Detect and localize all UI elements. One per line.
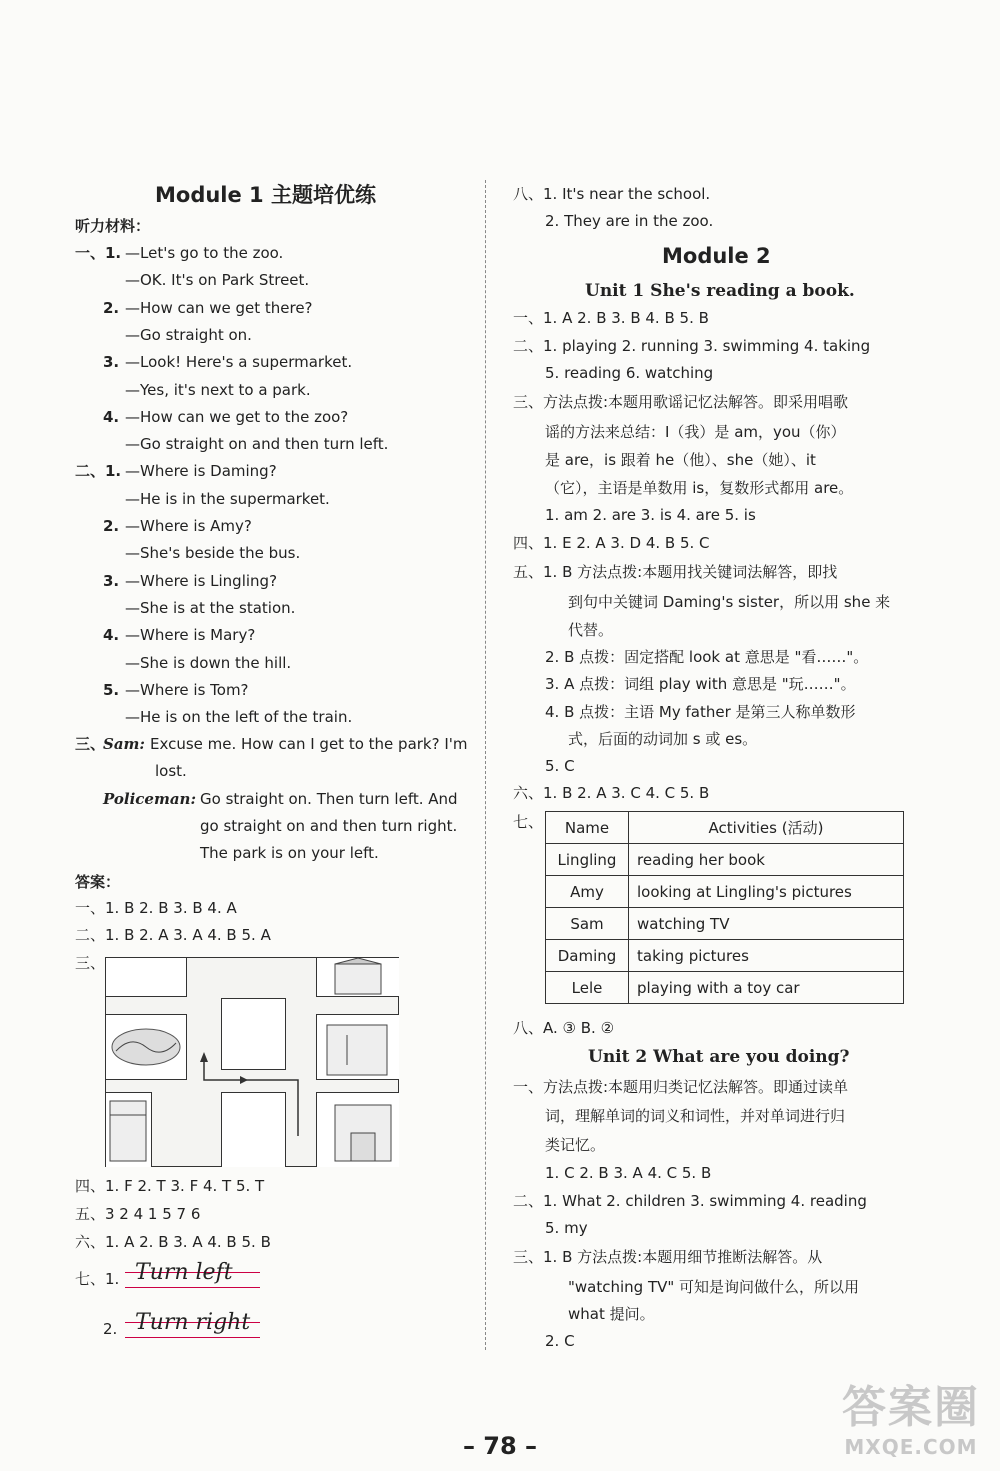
listening-item-number: 一、1. [75,244,122,262]
u1-answer-3e: 1. am 2. are 3. is 4. are 5. is [545,506,756,524]
u1-answer-8: 八、A. ③ B. ② [513,1019,615,1037]
activity-cell: playing with a toy car [629,972,904,1004]
listening-line: —Where is Tom? [125,681,249,699]
u2-answer-1a: 一、方法点拨:本题用归类记忆法解答。即通过读单 [513,1078,849,1096]
u1-answer-2b: 5. reading 6. watching [545,364,714,382]
table-header-cell: Name [546,812,629,844]
watermark-logo [842,1371,980,1459]
speaker-sam: Sam: [103,735,145,753]
u2-answer-3b: "watching TV" 可知是询问做什么，所以用 [568,1278,860,1296]
handwritten-answer-1: Turn left [135,1260,233,1285]
listening-line: —Where is Mary? [125,626,256,644]
name-cell: Sam [546,908,629,940]
answer-5: 五、3 2 4 1 5 7 6 [75,1205,201,1223]
table-row [546,972,904,1004]
name-cell: Amy [546,876,629,908]
route-arrow-icon [106,958,398,1166]
u1-answer-4: 四、1. E 2. A 3. D 4. B 5. C [513,534,710,552]
listening-item-number: 2. [103,299,120,317]
u1-answer-7-number: 七、 [513,813,544,831]
sam-line-1: Excuse me. How can I get to the park? I'm [150,735,468,753]
listening-line: —She is at the station. [125,599,296,617]
policeman-line-3: The park is on your left. [200,844,379,862]
table-header-row [546,812,904,844]
watermark-text: 答案圈 [842,1382,980,1433]
u1-answer-1: 一、1. A 2. B 3. B 4. B 5. B [513,309,709,327]
listening-line: —Go straight on. [125,326,252,344]
listening-line: —How can we get there? [125,299,313,317]
u1-answer-2a: 二、1. playing 2. running 3. swimming 4. taking [513,337,871,355]
u1-answer-5h: 5. C [545,757,575,775]
table-row [546,876,904,908]
answer-2: 二、1. B 2. A 3. A 4. B 5. A [75,926,271,944]
listening-line: —He is in the supermarket. [125,490,330,508]
activity-cell: reading her book [629,844,904,876]
listening-line: —Where is Lingling? [125,572,278,590]
u2-answer-1d: 1. C 2. B 3. A 4. C 5. B [545,1164,712,1182]
u1-answer-5g: 式，后面的动词加 s 或 es。 [568,730,758,748]
u2-answer-1c: 类记忆。 [545,1136,606,1154]
r8-line-2: 2. They are in the zoo. [545,212,714,230]
listening-item-number: 3. [103,572,120,590]
policeman-line-1: Go straight on. Then turn left. And [200,790,458,808]
table-row [546,844,904,876]
answer-7-2-number: 2. [103,1320,118,1338]
listening-line: —Yes, it's next to a park. [125,381,311,399]
listening-line: —OK. It's on Park Street. [125,271,310,289]
name-cell: Lele [546,972,629,1004]
module1-title: Module 1 主题培优练 [155,183,376,207]
listening-line: —She's beside the bus. [125,544,301,562]
u1-answer-6: 六、1. B 2. A 3. C 4. C 5. B [513,784,710,802]
listening-line: —Let's go to the zoo. [125,244,284,262]
listening-line: —Where is Amy? [125,517,252,535]
unit2-title: Unit 2 What are you doing? [588,1047,850,1067]
listening-label: 听力材料： [75,217,151,235]
listening-item-number: 二、1. [75,462,122,480]
answer-3-number: 三、 [75,954,106,972]
u1-answer-5d: 2. B 点拨：固定搭配 look at 意思是 "看……"。 [545,648,869,666]
watermark-url: MXQE.COM [844,1435,978,1459]
r8-line-1: 八、1. It's near the school. [513,185,711,203]
module2-title: Module 2 [662,244,771,268]
activity-cell: taking pictures [629,940,904,972]
u1-answer-5f: 4. B 点拨：主语 My father 是第三人称单数形 [545,703,856,721]
handwritten-answer-2: Turn right [135,1310,251,1335]
answer-1: 一、1. B 2. B 3. B 4. A [75,899,237,917]
u1-answer-3a: 三、方法点拨:本题用歌谣记忆法解答。即采用唱歌 [513,393,849,411]
sam-line-2: lost. [155,762,187,780]
unit1-title: Unit 1 She's reading a book. [585,281,855,301]
listening-line: —Where is Daming? [125,462,277,480]
name-cell: Lingling [546,844,629,876]
u2-answer-3d: 2. C [545,1332,575,1350]
listening-item-number: 4. [103,626,120,644]
listening-line: —He is on the left of the train. [125,708,353,726]
u1-answer-3d: （它），主语是单数用 is，复数形式都用 are。 [545,479,854,497]
answer-6: 六、1. A 2. B 3. A 4. B 5. B [75,1233,271,1251]
listening-line: —Go straight on and then turn left. [125,435,389,453]
listening-line: —How can we get to the zoo? [125,408,349,426]
answer-4: 四、1. F 2. T 3. F 4. T 5. T [75,1177,265,1195]
section3-number: 三、 [75,735,106,753]
activity-cell: looking at Lingling's pictures [629,876,904,908]
activity-cell: watching TV [629,908,904,940]
u2-answer-1b: 词，理解单词的词义和词性，并对单词进行归 [545,1107,846,1125]
u2-answer-3c: what 提问。 [568,1305,655,1323]
page-number: – 78 – [462,1432,538,1460]
listening-item-number: 4. [103,408,120,426]
listening-item-number: 3. [103,353,120,371]
u2-answer-3a: 三、1. B 方法点拨:本题用细节推断法解答。从 [513,1248,823,1266]
route-map [105,957,399,1167]
listening-line: —She is down the hill. [125,654,292,672]
u1-answer-5a: 五、1. B 方法点拨:本题用找关键词法解答，即找 [513,563,838,581]
activities-table [545,811,904,1004]
policeman-line-2: go straight on and then turn right. [200,817,458,835]
column-divider [485,180,487,1350]
table-row [546,940,904,972]
answers-label: 答案： [75,873,121,891]
listening-line: —Look! Here's a supermarket. [125,353,353,371]
speaker-policeman: Policeman: [103,790,196,808]
table-row [546,908,904,940]
name-cell: Daming [546,940,629,972]
listening-item-number: 5. [103,681,120,699]
u1-answer-5e: 3. A 点拨：词组 play with 意思是 "玩……"。 [545,675,856,693]
u1-answer-5c: 代替。 [568,621,614,639]
u1-answer-3b: 谣的方法来总结：I（我）是 am，you（你） [545,423,846,441]
answer-7-number: 七、1. [75,1270,120,1288]
u2-answer-2b: 5. my [545,1219,588,1237]
table-header-cell: Activities (活动) [629,812,904,844]
u1-answer-5b: 到句中关键词 Daming's sister，所以用 she 来 [568,593,891,611]
listening-item-number: 2. [103,517,120,535]
u1-answer-3c: 是 are，is 跟着 he（他）、she（她）、it [545,451,816,469]
u2-answer-2a: 二、1. What 2. children 3. swimming 4. reading [513,1192,867,1210]
